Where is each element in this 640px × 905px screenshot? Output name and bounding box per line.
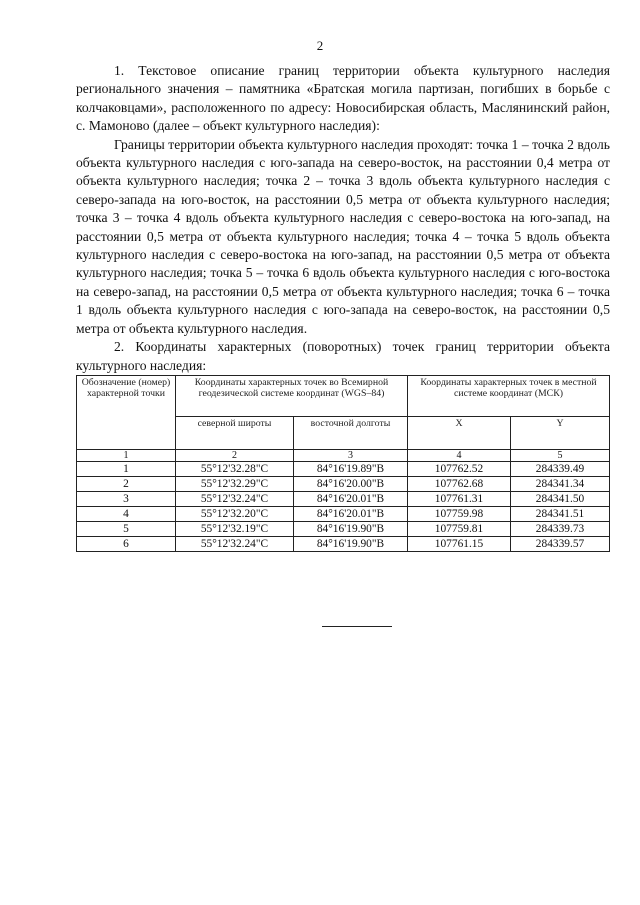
y-cell: 284339.49 xyxy=(511,462,610,477)
column-number-cell: 3 xyxy=(294,450,408,462)
x-cell: 107762.68 xyxy=(408,477,511,492)
paragraph-coordinates-intro: 2. Координаты характерных (поворотных) точек границ территории объекта культурного наследия: xyxy=(76,339,610,373)
x-cell: 107761.15 xyxy=(408,537,511,552)
point-cell: 1 xyxy=(77,462,176,477)
coordinates-table xyxy=(76,375,610,552)
longitude-cell: 84°16'19.90"В xyxy=(294,522,408,537)
subheader-lon-cell: восточной долготы xyxy=(294,417,408,450)
x-cell: 107761.31 xyxy=(408,492,511,507)
longitude-cell: 84°16'20.01"В xyxy=(294,492,408,507)
x-cell: 107759.81 xyxy=(408,522,511,537)
x-cell: 107762.52 xyxy=(408,462,511,477)
column-number-cell: 2 xyxy=(176,450,294,462)
y-cell: 284339.73 xyxy=(511,522,610,537)
longitude-cell: 84°16'20.00"В xyxy=(294,477,408,492)
point-cell: 3 xyxy=(77,492,176,507)
longitude-cell: 84°16'19.89"В xyxy=(294,462,408,477)
page-number: 2 xyxy=(316,38,324,53)
column-number-row xyxy=(77,450,610,462)
latitude-cell: 55°12'32.24"С xyxy=(176,492,294,507)
subheader-x-cell: X xyxy=(408,417,511,450)
table-row xyxy=(77,507,610,522)
column-number-cell: 1 xyxy=(77,450,176,462)
table-row xyxy=(77,462,610,477)
column-number-cell: 4 xyxy=(408,450,511,462)
y-cell: 284341.50 xyxy=(511,492,610,507)
latitude-cell: 55°12'32.20"С xyxy=(176,507,294,522)
body-text xyxy=(76,62,610,375)
table-row xyxy=(77,537,610,552)
table-header-row xyxy=(77,376,610,417)
latitude-cell: 55°12'32.28"С xyxy=(176,462,294,477)
paragraph-boundary-description: 1. Текстовое описание границ территории объекта культурного наследия регионального значения – памятника «Братская могила партизан, погибших в борьбе с колчаковцами», расположенного по адресу: Новосибирская область, Маслянинский район, с. Мамоново (далее – объект культурного наследия): xyxy=(76,63,610,134)
point-cell: 6 xyxy=(77,537,176,552)
table-row xyxy=(77,492,610,507)
header-wgs-cell: Координаты характерных точек во Всемирной геодезической системе координат (WGS–84) xyxy=(176,376,408,417)
point-cell: 4 xyxy=(77,507,176,522)
end-separator-line xyxy=(322,626,392,627)
paragraph-boundary-points: Границы территории объекта культурного наследия проходят: точка 1 – точка 2 вдоль объекта культурного наследия с юго-запада на северо-восток, на расстоянии 0,4 метра от объекта культурного наследия; точка 2 – точка 3 вдоль объекта культурного наследия с северо-запада на юго-восток, на расстоянии 0,5 метра от объекта культурного наследия; точка 3 – точка 4 вдоль объекта культурного наследия с северо-востока на юго-запад, на расстоянии 0,5 метра от объекта культурного наследия; точка 4 – точка 5 вдоль объекта культурного наследия с северо-востока на юго-запад, на расстоянии 0,5 метра от объекта культурного наследия; точка 5 – точка 6 вдоль объекта культурного наследия с юго-востока на северо-запад, на расстоянии 0,5 метра от объекта культурного наследия; точка 6 – точка 1 вдоль объекта культурного наследия с юго-запада на северо-восток, на расстоянии 0,5 метра от объекта культурного наследия. xyxy=(76,136,610,336)
longitude-cell: 84°16'20.01"В xyxy=(294,507,408,522)
y-cell: 284341.51 xyxy=(511,507,610,522)
point-cell: 2 xyxy=(77,477,176,492)
y-cell: 284341.34 xyxy=(511,477,610,492)
table-row xyxy=(77,522,610,537)
x-cell: 107759.98 xyxy=(408,507,511,522)
latitude-cell: 55°12'32.19"С xyxy=(176,522,294,537)
subheader-y-cell: Y xyxy=(511,417,610,450)
header-point-cell: Обозначение (номер) характерной точки xyxy=(77,376,176,450)
subheader-lat-cell: северной широты xyxy=(176,417,294,450)
column-number-cell: 5 xyxy=(511,450,610,462)
y-cell: 284339.57 xyxy=(511,537,610,552)
point-cell: 5 xyxy=(77,522,176,537)
latitude-cell: 55°12'32.29"С xyxy=(176,477,294,492)
table-row xyxy=(77,477,610,492)
latitude-cell: 55°12'32.24"С xyxy=(176,537,294,552)
header-msk-cell: Координаты характерных точек в местной системе координат (МСК) xyxy=(408,376,610,417)
longitude-cell: 84°16'19.90"В xyxy=(294,537,408,552)
